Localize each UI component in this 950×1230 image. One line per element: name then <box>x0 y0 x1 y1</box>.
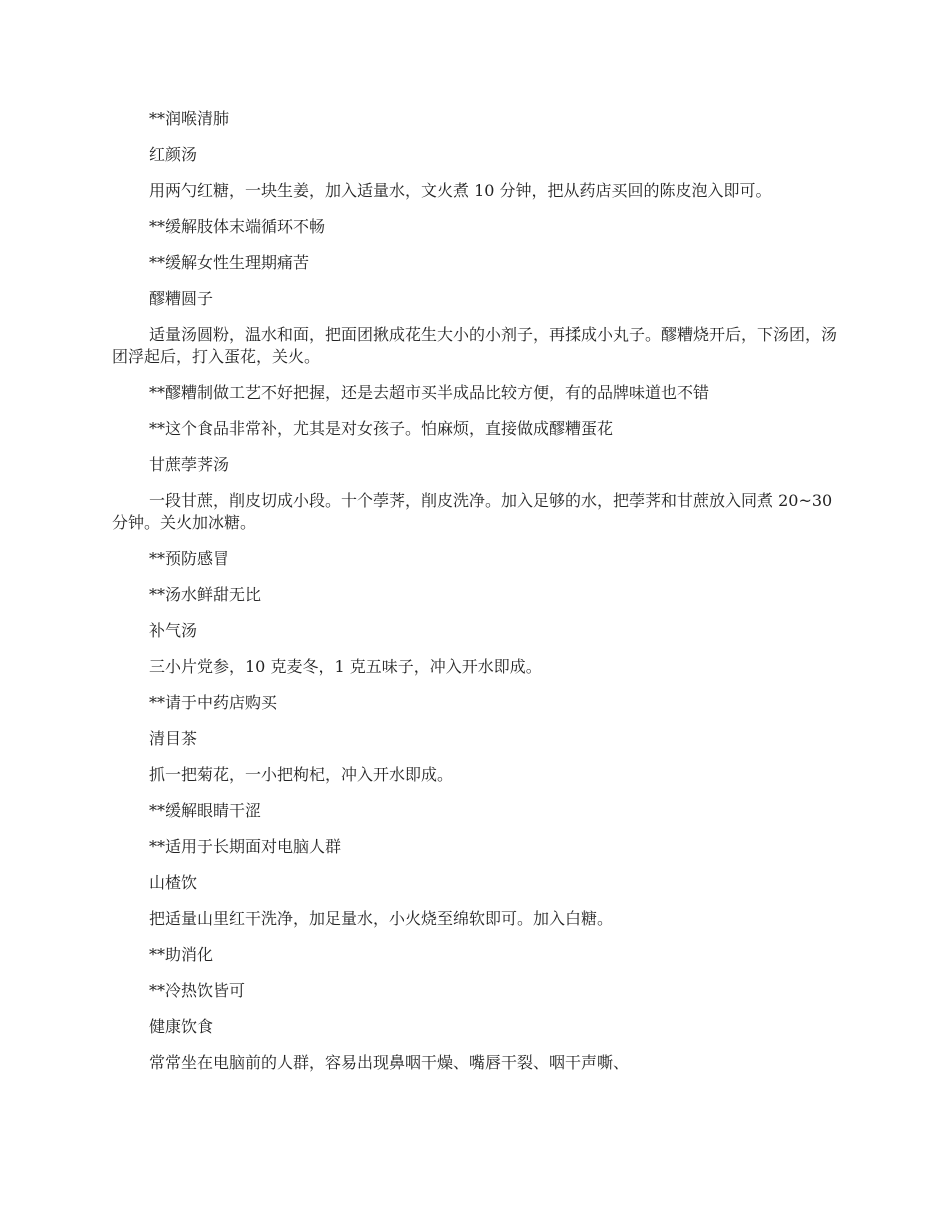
recipe-body-buqi-soup: 三小片党参，10 克麦冬，1 克五味子，冲入开水即成。 <box>149 657 542 676</box>
note-computer-users: **适用于长期面对电脑人群 <box>149 837 342 856</box>
recipe-title-buqi-soup: 补气汤 <box>149 621 198 640</box>
recipe-title-sugarcane-soup: 甘蔗荸荠汤 <box>149 455 230 474</box>
recipe-body-hongyan-soup: 用两勺红糖，一块生姜，加入适量水，文火煮 10 分钟，把从药店买回的陈皮泡入即可。 <box>149 181 772 200</box>
recipe-body-laozao-yuanzi: 适量汤圆粉，温水和面，把面团揪成花生大小的小剂子，再揉成小丸子。醪糟烧开后，下汤团，汤团浮起后，打入蛋花，关火。 <box>112 325 838 366</box>
note-circulation: **缓解肢体末端循环不畅 <box>149 217 326 236</box>
note-buy-pharmacy: **请于中药店购买 <box>149 693 278 712</box>
note-laozao-buy: **醪糟制做工艺不好把握，还是去超市买半成品比较方便，有的品牌味道也不错 <box>149 383 710 402</box>
note-hot-or-cold: **冷热饮皆可 <box>149 981 246 1000</box>
recipe-title-qingmu-tea: 清目茶 <box>149 729 198 748</box>
note-sweet-soup: **汤水鲜甜无比 <box>149 585 262 604</box>
note-period-pain: **缓解女性生理期痛苦 <box>149 253 310 272</box>
note-dry-eyes: **缓解眼睛干涩 <box>149 801 262 820</box>
note-digestion: **助消化 <box>149 945 214 964</box>
section-body-healthy-diet: 常常坐在电脑前的人群，容易出现鼻咽干燥、嘴唇干裂、咽干声嘶、 <box>149 1053 630 1072</box>
note-prevent-cold: **预防感冒 <box>149 549 230 568</box>
recipe-title-laozao-yuanzi: 醪糟圆子 <box>149 289 214 308</box>
recipe-body-qingmu-tea: 抓一把菊花，一小把枸杞，冲入开水即成。 <box>149 765 454 784</box>
note-moisten-throat: **润喉清肺 <box>149 109 230 128</box>
section-title-healthy-diet: 健康饮食 <box>149 1017 214 1036</box>
note-laozao-nourishing: **这个食品非常补，尤其是对女孩子。怕麻烦，直接做成醪糟蛋花 <box>149 419 614 438</box>
document-page <box>112 108 840 1088</box>
recipe-title-hawthorn-drink: 山楂饮 <box>149 873 198 892</box>
recipe-title-hongyan-soup: 红颜汤 <box>149 145 198 164</box>
recipe-body-sugarcane-soup: 一段甘蔗，削皮切成小段。十个荸荠，削皮洗净。加入足够的水，把荸荠和甘蔗放入同煮 20~30 分钟。关火加冰糖。 <box>112 491 833 532</box>
recipe-body-hawthorn-drink: 把适量山里红干洗净，加足量水，小火烧至绵软即可。加入白糖。 <box>149 909 614 928</box>
